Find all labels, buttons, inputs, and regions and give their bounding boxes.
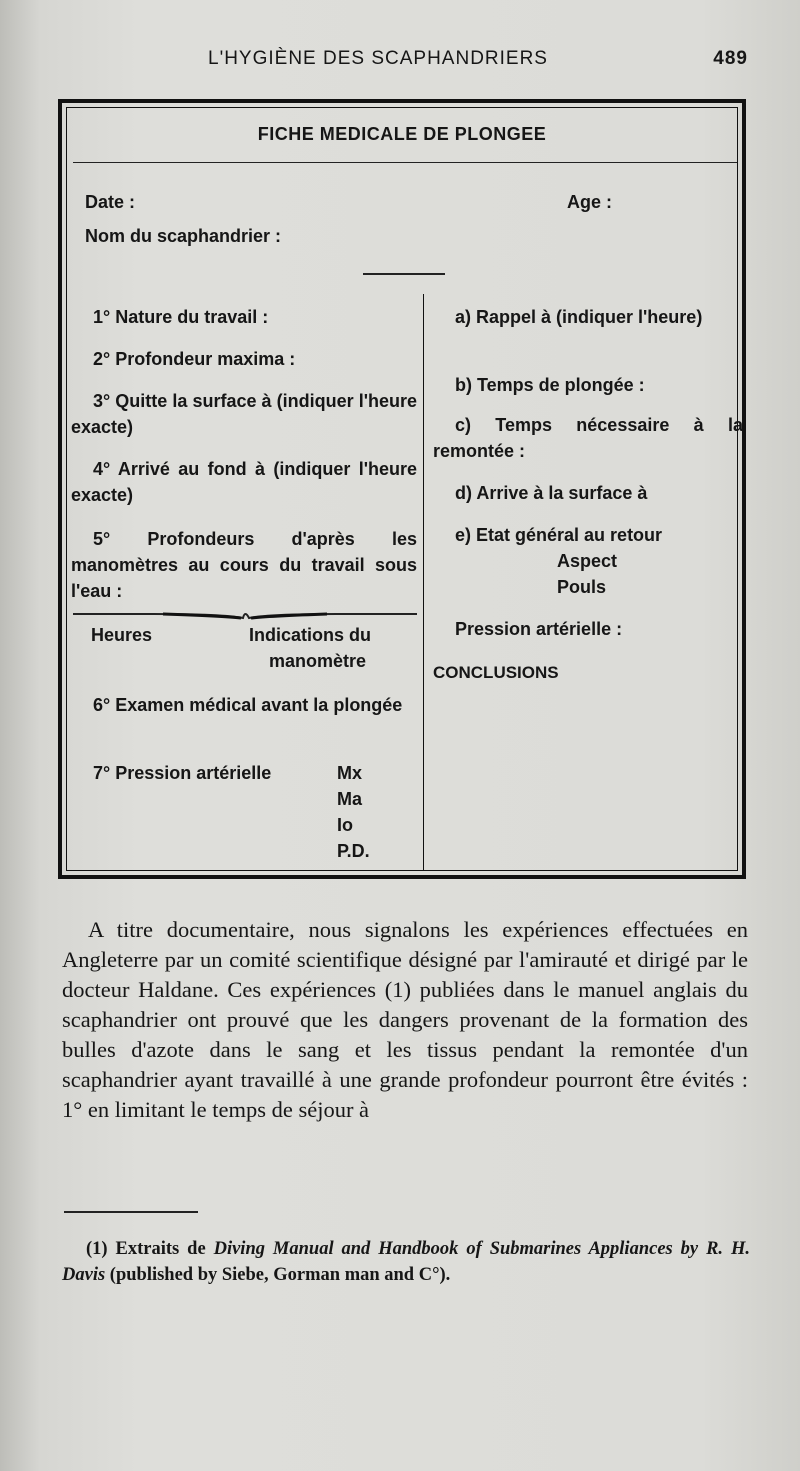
state-pulse: Pouls (557, 577, 607, 597)
footnote-prefix: (1) Extraits de (86, 1239, 206, 1259)
form-item-arrive-bottom: 4° Arrivé au fond à (indiquer l'heure exacte) (71, 459, 417, 505)
form-item-depth-readings: 5° Profondeurs d'après les manomètres au cours du travail sous l'eau : (71, 529, 417, 601)
body-text: A titre documentaire, nous signalons les expériences effectuées en Angleterre par un comité scientifique désigné par l'amirauté et dirigé par le docteur Haldane. Ces expériences (1) publiées dans le manuel anglais du scaphandrier ont prouvé que les dangers provenant de la formation des bulles d'azote dans le sang et les tissus pendant la remontée d'un scaphandrier ayant travaillé à une grande profondeur pourront être évités : 1° en limitant le temps de séjour à (62, 917, 748, 1122)
indications-column-label-1: Indications du (249, 625, 372, 645)
form-item-dive-time: b) Temps de plongée : (455, 375, 645, 395)
body-paragraph (62, 915, 748, 1125)
footnote (62, 1236, 750, 1288)
brace-rule (73, 610, 417, 620)
form-item-depth: 2° Profondeur maxima : (93, 349, 296, 369)
pressure-code-mx: Mx (337, 763, 363, 783)
form-item-leave-surface: 3° Quitte la surface à (indiquer l'heure exacte) (71, 391, 417, 437)
form-item-nature: 1° Nature du travail : (93, 307, 269, 327)
conclusions-label: CONCLUSIONS (433, 663, 559, 682)
form-item-blood-pressure: 7° Pression artérielle (93, 763, 272, 783)
footnote-rule (64, 1211, 198, 1213)
running-title: L'HYGIÈNE DES SCAPHANDRIERS (208, 48, 548, 69)
section-rule (363, 273, 445, 275)
form-item-general-state: e) Etat général au retour (455, 525, 663, 545)
pressure-code-pd: P.D. (337, 841, 370, 861)
footnote-title: Diving Manual and Handbook of Submarines Appliances by R. H. Davis (62, 1239, 750, 1285)
hours-column-label: Heures (91, 625, 153, 645)
medical-form (58, 99, 746, 879)
age-label: Age : (567, 192, 612, 212)
form-item-recall: a) Rappel à (indiquer l'heure) (455, 307, 703, 327)
column-divider (423, 294, 424, 870)
form-item-medical-exam: 6° Examen médical avant la plongée (93, 695, 403, 715)
date-label: Date : (85, 192, 136, 212)
form-title: FICHE MEDICALE DE PLONGEE (257, 124, 547, 144)
footnote-suffix: (published by Siebe, Gorman man and C°). (109, 1265, 451, 1285)
pressure-code-io: Io (337, 815, 353, 835)
pressure-code-ma: Ma (337, 789, 363, 809)
form-item-right-pressure: Pression artérielle : (455, 619, 623, 639)
indications-column-label-2: manomètre (269, 651, 367, 671)
diver-name-label: Nom du scaphandrier : (85, 226, 282, 246)
state-aspect: Aspect (557, 551, 618, 571)
title-rule (73, 162, 737, 163)
form-item-surface-arrival: d) Arrive à la surface à (455, 483, 648, 503)
form-item-ascent-time: c) Temps nécessaire à la remontée : (433, 415, 743, 461)
page-header (60, 44, 760, 74)
form-inner-frame (66, 107, 743, 871)
page-number: 489 (713, 48, 748, 69)
